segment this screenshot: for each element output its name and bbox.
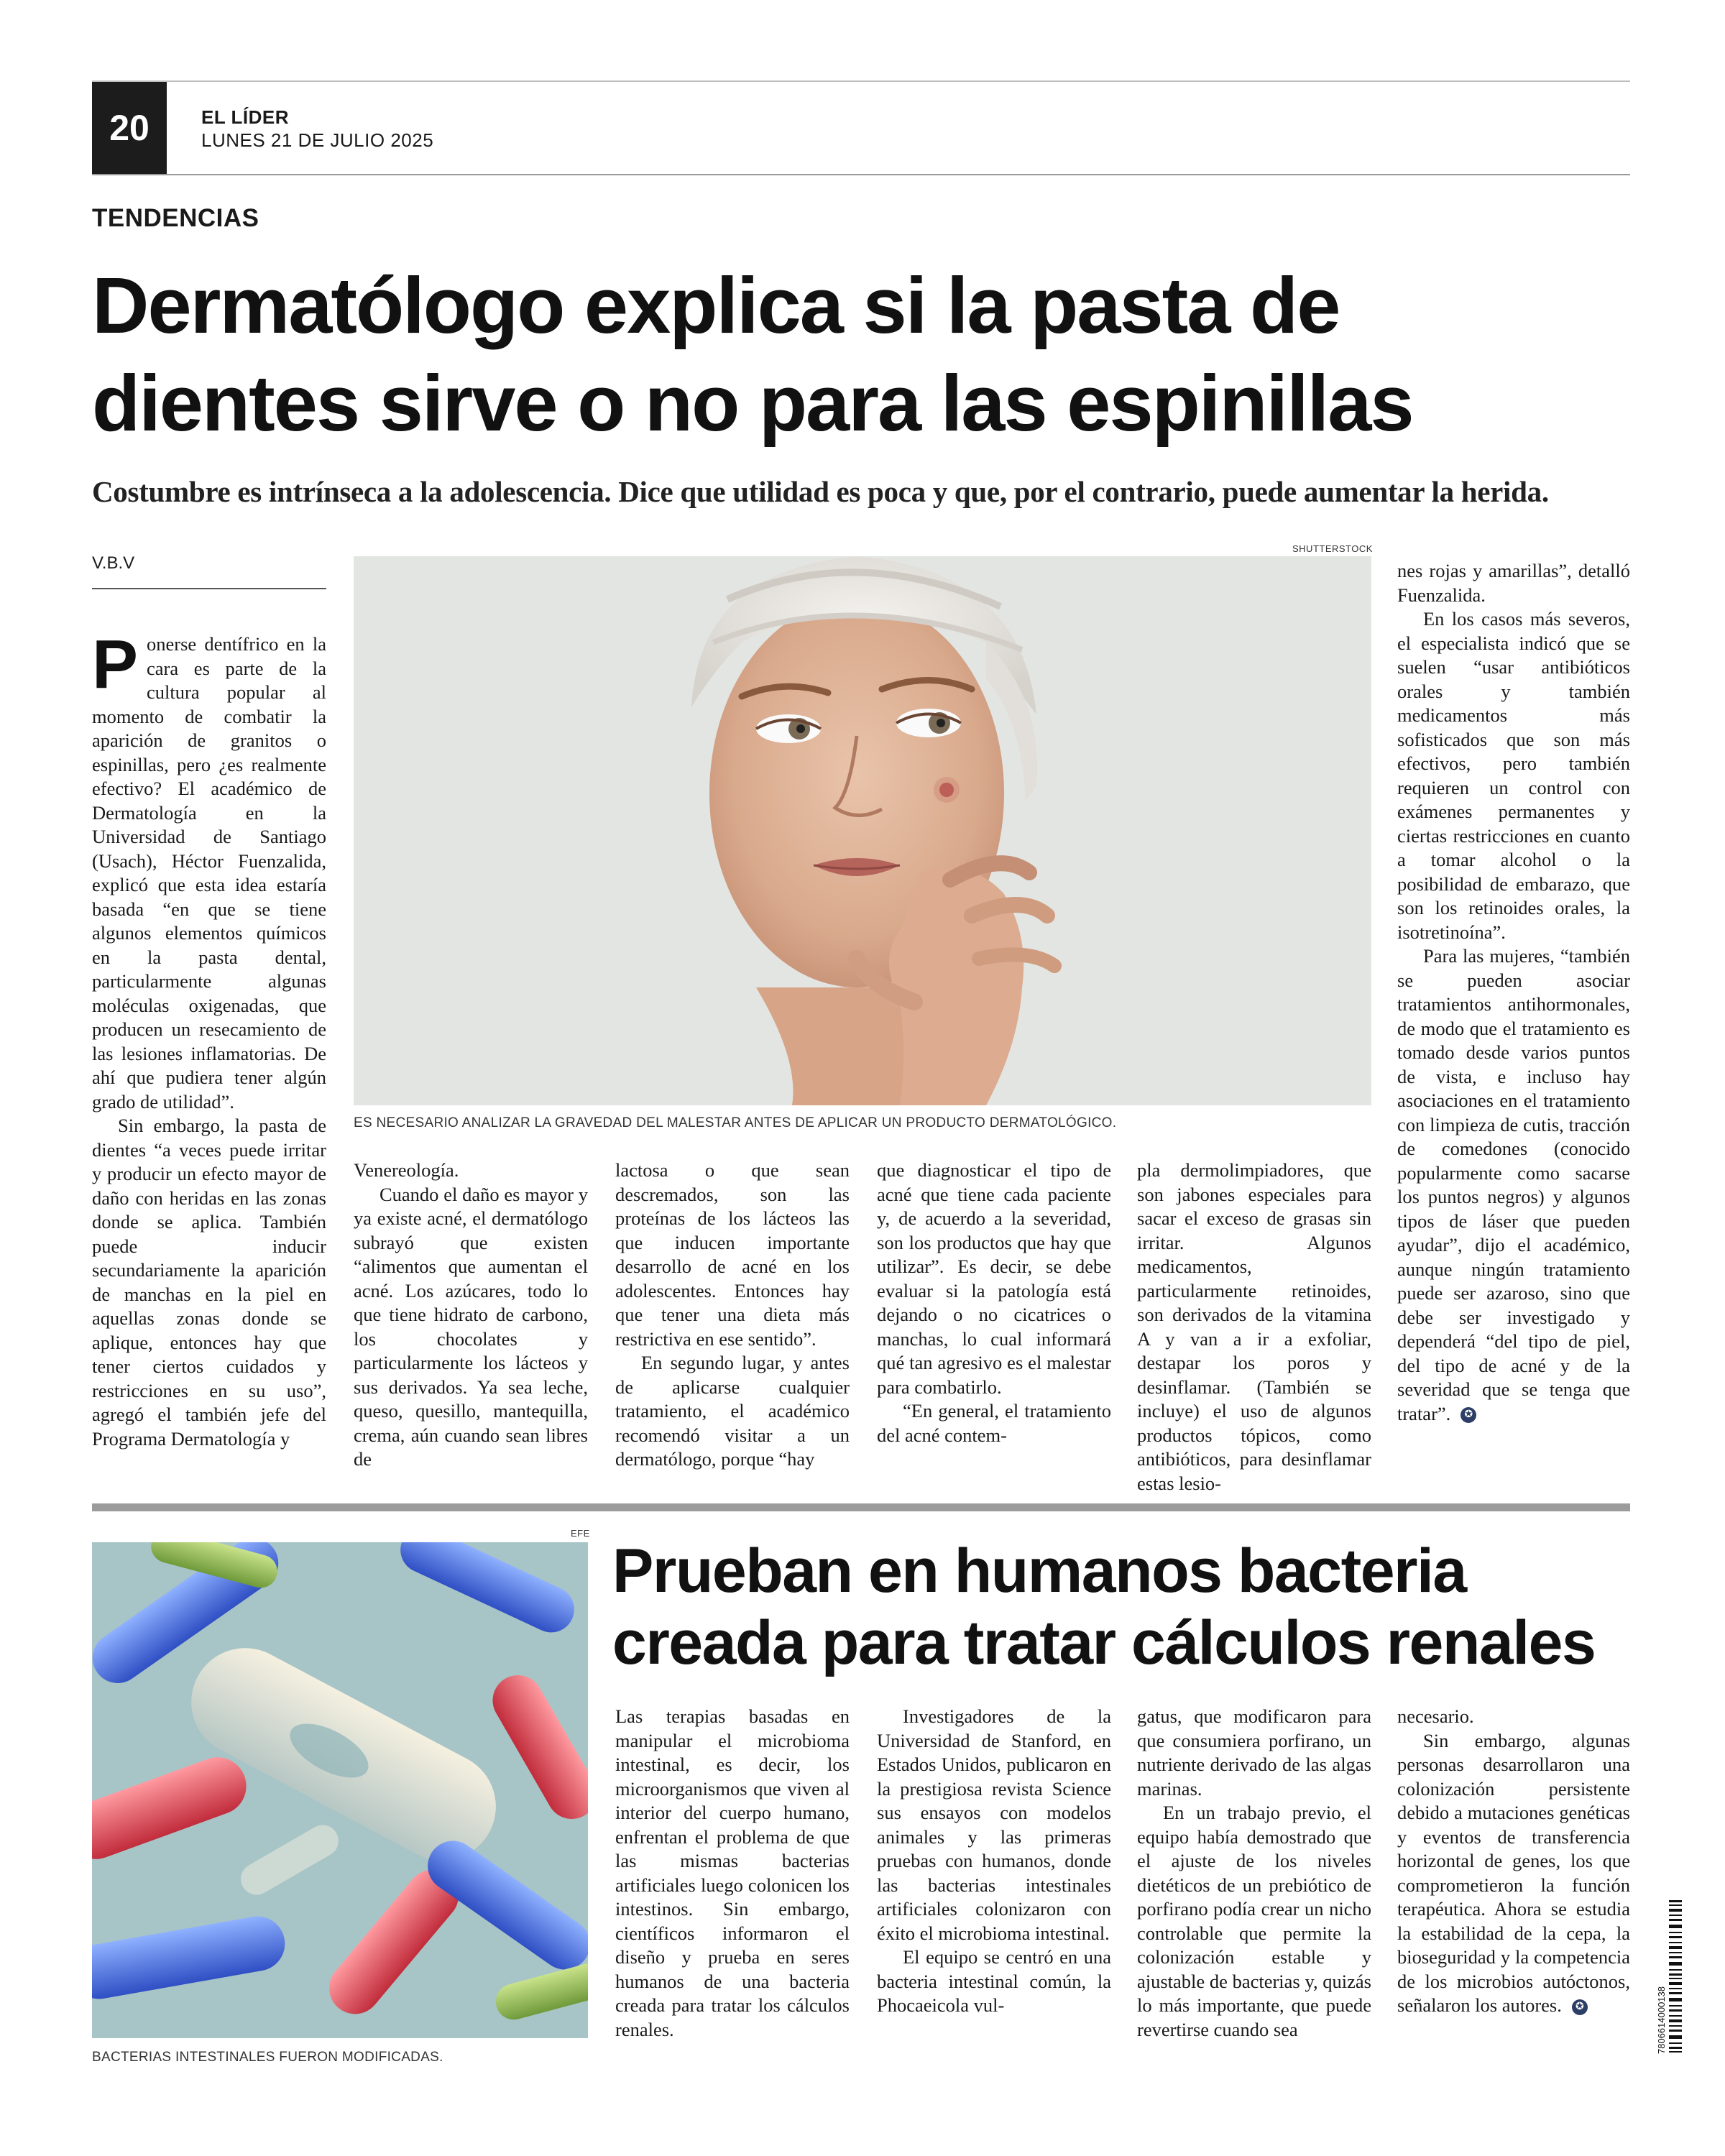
article1-col3-paragraph-2: En segundo lugar, y antes de aplicarse cualquier tratamiento, el académico recomendó visitar a un dermatólogo, porque “hay — [615, 1352, 850, 1470]
article2-col3-paragraph-1: gatus, que modificaron para que consumiera porfirano, un nutriente derivado de las algas marinas. — [1137, 1705, 1371, 1800]
article1-col4-paragraph-2: “En general, el tratamiento del acné contem- — [877, 1400, 1111, 1446]
article2-headline-line1: Prueban en humanos bacteria — [612, 1537, 1466, 1606]
article2-col2-paragraph-1: Investigadores de la Universidad de Stanford, en Estados Unidos, publicaron en la prestigiosa revista Science sus ensayos con modelos animales y las primeras pruebas con humanos, donde las bacterias intestinales artificiales colonizaron con éxito el microbioma intestinal. — [877, 1705, 1111, 1944]
article2-headline — [612, 1535, 1640, 1679]
article2-column-3 — [1137, 1705, 1371, 2042]
article1-headline-line1: Dermatólogo explica si la pasta de — [92, 262, 1340, 350]
article1-photo-caption: ES NECESARIO ANALIZAR LA GRAVEDAD DEL MALESTAR ANTES DE APLICAR UN PRODUCTO DERMATOLÓGICO. — [354, 1115, 1117, 1130]
page-number: 20 — [92, 82, 167, 174]
article1-col6-paragraph-2: En los casos más severos, el especialista indicó que se suelen “usar antibióticos orales y también medicamentos más sofisticados que son más efectivos, pero también requieren un control con exámenes permanentes y ciertas restricciones en cuanto a tomar alcohol o la posibilidad de embarazo, que son los retinoides orales, la isotretinoína”. — [1397, 608, 1630, 943]
barcode-bars — [1653, 1897, 1685, 2055]
article1-column-6 — [1397, 559, 1630, 1426]
article2-col3-paragraph-2: En un trabajo previo, el equipo había demostrado que el ajuste de los niveles dietéticos de un prebiótico de porfirano podía crear un nicho controlable que permite la colonización estable y ajustable de bacterias y, quizás lo más importante, que puede revertirse cuando sea — [1137, 1802, 1371, 2040]
top-rule — [92, 80, 1630, 82]
article1-column-3 — [615, 1158, 850, 1472]
article1-col2-paragraph-2: Cuando el daño es mayor y ya existe acné, el dermatólogo subrayó que existen “alimentos que aumentan el acné. Los azúcares, todo lo que tiene hidrato de carbono, los chocolates y particularmente los lácteos y sus derivados. Ya sea leche, queso, quesillo, mantequilla, crema, aún cuando sean libres de — [354, 1183, 588, 1470]
article2-column-1 — [615, 1705, 850, 2042]
article2-column-4 — [1397, 1705, 1630, 2018]
article1-col1-paragraph-1: onerse dentífrico en la cara es parte de la cultura popular al momento de combatir la aparición de granitos o espinillas, pero ¿es realmente efectivo? El académico de Dermatología en la Universidad de Santiago (Usach), Héctor Fuenzalida, explicó que esta idea estaría basada “en que se tiene algunos elementos químicos en la pasta dental, particularmente algunas moléculas oxigenadas, que producen un resecamiento de las lesiones inflamatorias. De ahí que pudiera tener algún grado de utilidad”. — [92, 633, 326, 1112]
article2-col4-paragraph-2: Sin embargo, algunas personas desarrollaron una colonización persistente debido a mutaciones genéticas y eventos de transferencia horizontal de genes, los que comprometieron la función terapéutica. Ahora se estudia la estabilidad de la cepa, la bioseguridad y la competencia de los microbios autóctonos, señalaron los autores. — [1397, 1729, 1630, 2016]
end-of-article-icon: ✪ — [1572, 1999, 1588, 2015]
issue-date: LUNES 21 DE JULIO 2025 — [201, 129, 434, 151]
end-of-article-icon: ✪ — [1460, 1407, 1476, 1423]
barcode — [1653, 1897, 1685, 2055]
article1-col3-paragraph-1: lactosa o que sean descremados, son las proteínas de los lácteos las que inducen importante desarrollo de acné en los adolescentes. Entonces hay que tener una dieta más restrictiva en ese sentido”. — [615, 1159, 850, 1350]
drop-cap: P — [92, 626, 139, 703]
article1-column-2 — [354, 1158, 588, 1472]
article2-column-2 — [877, 1705, 1111, 2018]
article2-photo-caption: BACTERIAS INTESTINALES FUERON MODIFICADAS. — [92, 2050, 443, 2065]
article2-col2-paragraph-2: El equipo se centró en una bacteria intestinal común, la Phocaeicola vul- — [877, 1946, 1111, 2016]
article1-col6-paragraph-1: nes rojas y amarillas”, detalló Fuenzalida. — [1397, 560, 1630, 606]
article1-column-4 — [877, 1158, 1111, 1447]
article1-headline-line2: dientes sirve o no para las espinillas — [92, 359, 1413, 448]
article2-col4-paragraph-1: necesario. — [1397, 1705, 1474, 1727]
woman-face-illustration — [354, 556, 1371, 1105]
article1-column-5 — [1137, 1158, 1371, 1496]
article1-col1-paragraph-2: Sin embargo, la pasta de dientes “a veces puede irritar y producir un efecto mayor de daño con heridas en las zonas donde se aplica. También puede inducir secundariamente la aparición de manchas en la piel en aquellas zonas donde se aplique, entonces hay que tener ciertos cuidados y restricciones en su uso”, agregó el también jefe del Programa Dermatología y — [92, 1115, 326, 1450]
article2-photo — [92, 1542, 588, 2038]
article1-col6-paragraph-3: Para las mujeres, “también se pueden asociar tratamientos antihormonales, de modo que el tratamiento es tomado desde varios puntos de vista, e incluso hay asociaciones en el tratamiento con limpieza de cutis, tracción de comedones (conocido popularmente como sacarse los puntos negros) y algunos tipos de láser que pueden ayudar”, dijo el académico, aunque ningún tratamiento puede ser azaroso, sino que debe ser investigado y dependerá “del tipo de piel, del tipo de acné y de la severidad que se tenga que tratar”. — [1397, 945, 1630, 1424]
article2-col1-paragraph-1: Las terapias basadas en manipular el microbioma intestinal, es decir, los microorganismos que viven al interior del cuerpo humano, enfrentan el problema de que las mismas bacterias artificiales luego colonicen los intestinos. Sin embargo, científicos informaron el diseño y prueba en seres humanos de una bacteria creada para tratar los cálculos renales. — [615, 1705, 850, 2040]
article1-col4-paragraph-1: que diagnosticar el tipo de acné que tiene cada paciente y, de acuerdo a la severidad, son los productos que hay que utilizar”. Es decir, se debe evaluar si la patología está dejando o no cicatrices o manchas, lo cual informará qué tan agresivo es el malestar para combatirlo. — [877, 1159, 1111, 1398]
article1-deck: Costumbre es intrínseca a la adolescencia. Dice que utilidad es poca y que, por el contrario, puede aumentar la herida. — [92, 475, 1549, 508]
article1-col2-paragraph-1: Venereología. — [354, 1159, 459, 1181]
article1-photo — [354, 556, 1371, 1105]
article1-photo-credit: SHUTTERSTOCK — [1292, 543, 1373, 554]
masthead-rule — [92, 174, 1630, 175]
paper-name: EL LÍDER — [201, 106, 289, 128]
article2-photo-credit: EFE — [571, 1528, 590, 1539]
article1-byline: V.B.V — [92, 553, 135, 573]
article1-column-1 — [92, 626, 326, 1451]
section-label: TENDENCIAS — [92, 204, 259, 232]
byline-rule — [92, 588, 326, 589]
article2-headline-line2: creada para tratar cálculos renales — [612, 1608, 1596, 1677]
article1-col5-paragraph-1: pla dermolimpiadores, que son jabones especiales para sacar el exceso de grasas sin irritar. Algunos medicamentos, particularmente retinoides, son derivados de la vitamina A y van a ir a exfoliar, destapar los poros y desinflamar. (También se incluye) el uso de algunos productos tópicos, como antibióticos, para desinflamar estas lesio- — [1137, 1159, 1371, 1494]
bacteria-illustration — [92, 1542, 588, 2038]
barcode-number: 7806614000138 — [1656, 1986, 1667, 2054]
article-separator — [92, 1503, 1630, 1511]
article1-headline — [92, 257, 1630, 453]
